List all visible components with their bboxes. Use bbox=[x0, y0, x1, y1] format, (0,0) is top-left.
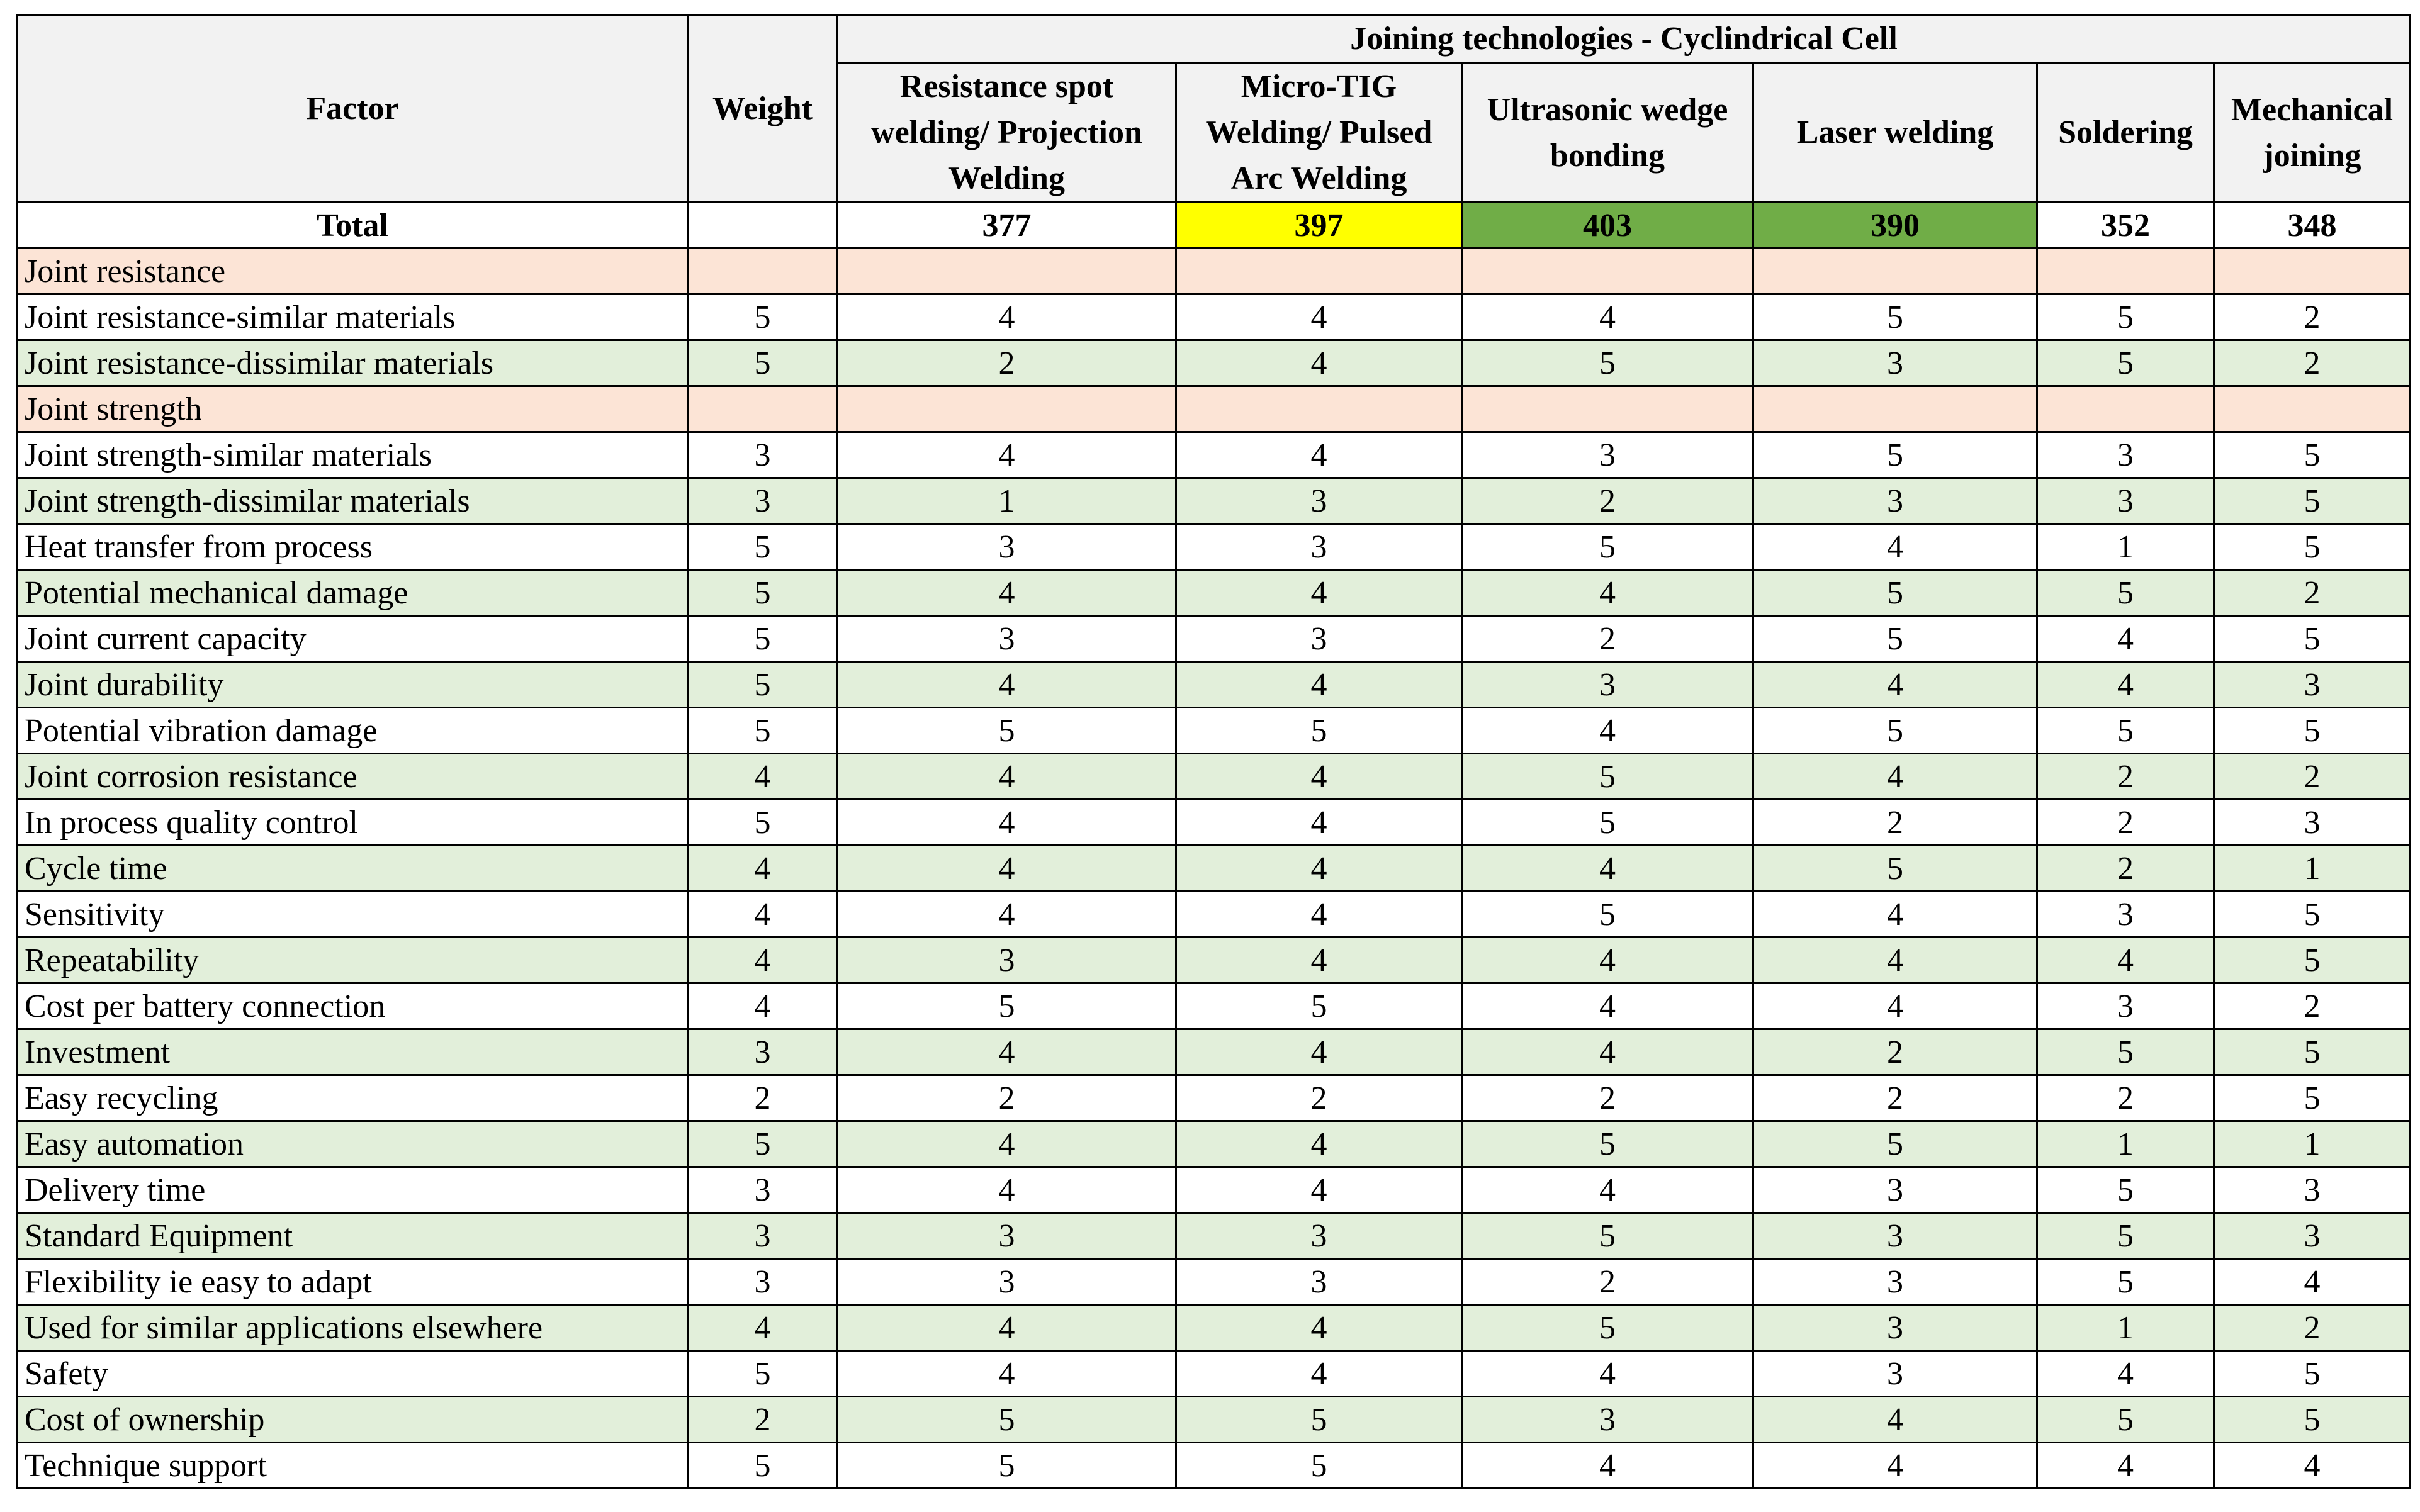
table-row bbox=[18, 754, 2411, 800]
score-cell: 2 bbox=[1753, 1075, 2037, 1121]
header-factor: Factor bbox=[18, 15, 688, 203]
score-cell: 3 bbox=[1462, 1397, 1753, 1443]
score-cell: 4 bbox=[1176, 892, 1462, 938]
weight-cell: 5 bbox=[688, 294, 838, 340]
score-cell: 2 bbox=[2037, 800, 2214, 846]
score-cell: 2 bbox=[2214, 294, 2411, 340]
weight-cell: 4 bbox=[688, 983, 838, 1029]
factor-cell: Standard Equipment bbox=[18, 1213, 688, 1259]
score-cell bbox=[1753, 386, 2037, 432]
score-cell: 4 bbox=[838, 892, 1176, 938]
score-cell: 5 bbox=[2037, 1213, 2214, 1259]
score-cell: 1 bbox=[2214, 1121, 2411, 1167]
score-cell: 4 bbox=[1176, 938, 1462, 983]
score-cell: 4 bbox=[838, 754, 1176, 800]
score-cell: 1 bbox=[2037, 524, 2214, 570]
score-cell: 3 bbox=[838, 616, 1176, 662]
score-cell: 3 bbox=[838, 938, 1176, 983]
weight-cell: 5 bbox=[688, 1121, 838, 1167]
score-cell: 4 bbox=[2214, 1259, 2411, 1305]
table-row bbox=[18, 938, 2411, 983]
score-cell: 5 bbox=[1462, 754, 1753, 800]
score-cell: 4 bbox=[838, 1351, 1176, 1397]
table-row bbox=[18, 892, 2411, 938]
score-cell: 4 bbox=[2037, 662, 2214, 708]
score-cell: 5 bbox=[2037, 708, 2214, 754]
score-cell: 2 bbox=[1462, 478, 1753, 524]
score-cell: 4 bbox=[838, 570, 1176, 616]
factor-cell: Cost of ownership bbox=[18, 1397, 688, 1443]
score-cell: 5 bbox=[2214, 892, 2411, 938]
score-cell: 3 bbox=[1462, 662, 1753, 708]
factor-cell: Flexibility ie easy to adapt bbox=[18, 1259, 688, 1305]
score-cell: 4 bbox=[1462, 1351, 1753, 1397]
total-value: 377 bbox=[838, 203, 1176, 249]
score-cell: 5 bbox=[2214, 432, 2411, 478]
weight-cell: 4 bbox=[688, 754, 838, 800]
factor-cell: Joint resistance bbox=[18, 249, 688, 294]
weight-cell: 4 bbox=[688, 1305, 838, 1351]
total-value: 397 bbox=[1176, 203, 1462, 249]
score-cell: 4 bbox=[1462, 294, 1753, 340]
factor-cell: Repeatability bbox=[18, 938, 688, 983]
score-cell: 1 bbox=[838, 478, 1176, 524]
score-cell: 2 bbox=[2214, 1305, 2411, 1351]
score-cell: 5 bbox=[1462, 1213, 1753, 1259]
score-cell: 5 bbox=[1753, 432, 2037, 478]
score-cell: 5 bbox=[838, 708, 1176, 754]
table-row bbox=[18, 478, 2411, 524]
score-cell: 4 bbox=[1176, 1029, 1462, 1075]
total-row bbox=[18, 203, 2411, 249]
score-cell bbox=[838, 386, 1176, 432]
table-row bbox=[18, 1213, 2411, 1259]
score-cell: 4 bbox=[2214, 1443, 2411, 1489]
header-technology: Micro-TIG Welding/ Pulsed Arc Welding bbox=[1176, 63, 1462, 203]
score-cell: 4 bbox=[1176, 1351, 1462, 1397]
weight-cell: 3 bbox=[688, 432, 838, 478]
score-cell: 3 bbox=[1176, 616, 1462, 662]
score-cell: 4 bbox=[1176, 294, 1462, 340]
score-cell: 5 bbox=[1176, 983, 1462, 1029]
score-cell: 4 bbox=[838, 1121, 1176, 1167]
weight-cell bbox=[688, 249, 838, 294]
score-cell: 1 bbox=[2214, 846, 2411, 892]
score-cell: 2 bbox=[1462, 1075, 1753, 1121]
score-cell: 4 bbox=[838, 432, 1176, 478]
score-cell: 5 bbox=[1753, 570, 2037, 616]
score-cell bbox=[838, 249, 1176, 294]
score-cell: 5 bbox=[1753, 708, 2037, 754]
score-cell bbox=[2214, 386, 2411, 432]
score-cell: 4 bbox=[1462, 570, 1753, 616]
header-technology: Laser welding bbox=[1753, 63, 2037, 203]
score-cell: 4 bbox=[1753, 938, 2037, 983]
factor-cell: In process quality control bbox=[18, 800, 688, 846]
total-value: 403 bbox=[1462, 203, 1753, 249]
weight-cell bbox=[688, 386, 838, 432]
score-cell: 5 bbox=[838, 983, 1176, 1029]
weight-cell: 5 bbox=[688, 708, 838, 754]
score-cell: 2 bbox=[1176, 1075, 1462, 1121]
score-cell: 4 bbox=[1176, 800, 1462, 846]
table-row bbox=[18, 662, 2411, 708]
weight-cell: 3 bbox=[688, 1029, 838, 1075]
score-cell: 2 bbox=[1462, 1259, 1753, 1305]
score-cell: 4 bbox=[1462, 846, 1753, 892]
factor-cell: Joint durability bbox=[18, 662, 688, 708]
weight-cell: 3 bbox=[688, 478, 838, 524]
score-cell bbox=[1176, 249, 1462, 294]
table-row bbox=[18, 1305, 2411, 1351]
score-cell: 4 bbox=[1176, 570, 1462, 616]
score-cell: 5 bbox=[1462, 524, 1753, 570]
score-cell bbox=[1462, 249, 1753, 294]
category-row bbox=[18, 386, 2411, 432]
table-row bbox=[18, 846, 2411, 892]
score-cell: 2 bbox=[2037, 1075, 2214, 1121]
score-cell: 2 bbox=[2037, 754, 2214, 800]
score-cell: 5 bbox=[2037, 1397, 2214, 1443]
score-cell: 3 bbox=[2037, 478, 2214, 524]
weight-cell: 5 bbox=[688, 616, 838, 662]
score-cell: 5 bbox=[2214, 1029, 2411, 1075]
table-row bbox=[18, 1029, 2411, 1075]
score-cell: 5 bbox=[2214, 1351, 2411, 1397]
score-cell: 4 bbox=[838, 1167, 1176, 1213]
total-weight-cell bbox=[688, 203, 838, 249]
score-cell: 4 bbox=[1176, 662, 1462, 708]
score-cell: 2 bbox=[838, 1075, 1176, 1121]
table-row bbox=[18, 1167, 2411, 1213]
score-cell: 4 bbox=[1462, 1443, 1753, 1489]
score-cell: 4 bbox=[1176, 754, 1462, 800]
factor-cell: Heat transfer from process bbox=[18, 524, 688, 570]
weight-cell: 5 bbox=[688, 570, 838, 616]
table-row bbox=[18, 1443, 2411, 1489]
total-value: 390 bbox=[1753, 203, 2037, 249]
factor-cell: Safety bbox=[18, 1351, 688, 1397]
score-cell bbox=[1176, 386, 1462, 432]
score-cell: 5 bbox=[1753, 616, 2037, 662]
score-cell: 4 bbox=[1176, 846, 1462, 892]
score-cell: 1 bbox=[2037, 1305, 2214, 1351]
factor-cell: Joint strength bbox=[18, 386, 688, 432]
score-cell: 5 bbox=[2037, 1167, 2214, 1213]
score-cell: 3 bbox=[838, 1259, 1176, 1305]
score-cell: 5 bbox=[2037, 1259, 2214, 1305]
factor-cell: Joint resistance-dissimilar materials bbox=[18, 340, 688, 386]
score-cell: 4 bbox=[1462, 708, 1753, 754]
score-cell: 5 bbox=[2037, 1029, 2214, 1075]
score-cell: 1 bbox=[2037, 1121, 2214, 1167]
factor-cell: Cost per battery connection bbox=[18, 983, 688, 1029]
category-row bbox=[18, 249, 2411, 294]
weight-cell: 5 bbox=[688, 1351, 838, 1397]
score-cell: 2 bbox=[2214, 340, 2411, 386]
score-cell: 4 bbox=[1753, 983, 2037, 1029]
score-cell: 2 bbox=[1753, 1029, 2037, 1075]
score-cell: 3 bbox=[838, 524, 1176, 570]
score-cell bbox=[2037, 386, 2214, 432]
score-cell: 4 bbox=[838, 662, 1176, 708]
score-cell: 5 bbox=[2037, 294, 2214, 340]
score-cell: 5 bbox=[1462, 1305, 1753, 1351]
weight-cell: 5 bbox=[688, 524, 838, 570]
score-cell: 4 bbox=[1753, 892, 2037, 938]
score-cell: 2 bbox=[838, 340, 1176, 386]
score-cell: 3 bbox=[2037, 892, 2214, 938]
score-cell: 5 bbox=[1462, 1121, 1753, 1167]
factor-cell: Joint corrosion resistance bbox=[18, 754, 688, 800]
score-cell: 3 bbox=[2214, 1167, 2411, 1213]
score-cell: 4 bbox=[1753, 1443, 2037, 1489]
weight-cell: 4 bbox=[688, 892, 838, 938]
total-value: 348 bbox=[2214, 203, 2411, 249]
factor-cell: Used for similar applications elsewhere bbox=[18, 1305, 688, 1351]
score-cell: 3 bbox=[1753, 1351, 2037, 1397]
table-row bbox=[18, 800, 2411, 846]
factor-cell: Easy recycling bbox=[18, 1075, 688, 1121]
score-cell: 2 bbox=[2214, 754, 2411, 800]
score-cell: 4 bbox=[1753, 662, 2037, 708]
score-cell: 3 bbox=[1176, 478, 1462, 524]
factor-cell: Joint strength-similar materials bbox=[18, 432, 688, 478]
factor-cell: Sensitivity bbox=[18, 892, 688, 938]
score-cell: 3 bbox=[1753, 340, 2037, 386]
factor-cell: Potential vibration damage bbox=[18, 708, 688, 754]
score-cell: 5 bbox=[1462, 340, 1753, 386]
score-cell: 2 bbox=[1462, 616, 1753, 662]
score-cell: 5 bbox=[2214, 1397, 2411, 1443]
table-row bbox=[18, 340, 2411, 386]
score-cell: 2 bbox=[2214, 570, 2411, 616]
score-cell: 4 bbox=[1176, 1167, 1462, 1213]
header-group: Joining technologies - Cyclindrical Cell bbox=[838, 15, 2411, 63]
weight-cell: 2 bbox=[688, 1075, 838, 1121]
score-cell: 5 bbox=[1753, 1121, 2037, 1167]
score-cell: 3 bbox=[1753, 478, 2037, 524]
score-cell: 4 bbox=[838, 294, 1176, 340]
weight-cell: 4 bbox=[688, 846, 838, 892]
score-cell: 5 bbox=[1176, 1443, 1462, 1489]
score-cell: 3 bbox=[2214, 1213, 2411, 1259]
factor-cell: Easy automation bbox=[18, 1121, 688, 1167]
weight-cell: 3 bbox=[688, 1259, 838, 1305]
score-cell: 5 bbox=[838, 1443, 1176, 1489]
score-cell: 3 bbox=[2037, 432, 2214, 478]
header-technology: Resistance spot welding/ Projection Welding bbox=[838, 63, 1176, 203]
score-cell: 4 bbox=[2037, 938, 2214, 983]
score-cell: 3 bbox=[2214, 800, 2411, 846]
score-cell: 2 bbox=[2037, 846, 2214, 892]
weight-cell: 5 bbox=[688, 662, 838, 708]
total-value: 352 bbox=[2037, 203, 2214, 249]
score-cell: 4 bbox=[838, 1029, 1176, 1075]
score-cell: 4 bbox=[1753, 1397, 2037, 1443]
table-row bbox=[18, 1351, 2411, 1397]
weight-cell: 2 bbox=[688, 1397, 838, 1443]
factor-cell: Investment bbox=[18, 1029, 688, 1075]
factor-cell: Joint resistance-similar materials bbox=[18, 294, 688, 340]
weight-cell: 5 bbox=[688, 340, 838, 386]
score-cell: 3 bbox=[1176, 1213, 1462, 1259]
score-cell: 4 bbox=[1176, 1121, 1462, 1167]
table-row bbox=[18, 616, 2411, 662]
table-row bbox=[18, 1259, 2411, 1305]
score-cell bbox=[2214, 249, 2411, 294]
score-cell: 4 bbox=[1753, 754, 2037, 800]
weight-cell: 3 bbox=[688, 1213, 838, 1259]
score-cell: 5 bbox=[2214, 708, 2411, 754]
score-cell: 5 bbox=[1462, 800, 1753, 846]
table-row bbox=[18, 570, 2411, 616]
factor-cell: Cycle time bbox=[18, 846, 688, 892]
table-row bbox=[18, 1397, 2411, 1443]
score-cell: 4 bbox=[1176, 432, 1462, 478]
score-cell: 5 bbox=[2214, 478, 2411, 524]
score-cell bbox=[1753, 249, 2037, 294]
score-cell: 3 bbox=[1753, 1213, 2037, 1259]
score-cell bbox=[2037, 249, 2214, 294]
weight-cell: 5 bbox=[688, 800, 838, 846]
score-cell: 5 bbox=[2214, 1075, 2411, 1121]
score-cell: 5 bbox=[838, 1397, 1176, 1443]
score-cell: 5 bbox=[1176, 1397, 1462, 1443]
table-row bbox=[18, 1121, 2411, 1167]
score-cell: 5 bbox=[1462, 892, 1753, 938]
score-cell: 3 bbox=[2037, 983, 2214, 1029]
score-cell: 5 bbox=[2214, 524, 2411, 570]
score-cell bbox=[1462, 386, 1753, 432]
score-cell: 4 bbox=[1753, 524, 2037, 570]
score-cell: 5 bbox=[1753, 846, 2037, 892]
score-cell: 2 bbox=[1753, 800, 2037, 846]
factor-cell: Potential mechanical damage bbox=[18, 570, 688, 616]
score-cell: 4 bbox=[1462, 1167, 1753, 1213]
score-cell: 4 bbox=[838, 846, 1176, 892]
weight-cell: 3 bbox=[688, 1167, 838, 1213]
factor-cell: Joint current capacity bbox=[18, 616, 688, 662]
score-cell: 4 bbox=[2037, 616, 2214, 662]
score-cell: 4 bbox=[1176, 340, 1462, 386]
score-cell: 3 bbox=[1176, 1259, 1462, 1305]
table-row bbox=[18, 708, 2411, 754]
score-cell: 5 bbox=[2037, 570, 2214, 616]
score-cell: 3 bbox=[1753, 1259, 2037, 1305]
score-cell: 4 bbox=[1462, 938, 1753, 983]
table-row bbox=[18, 524, 2411, 570]
score-cell: 5 bbox=[2037, 340, 2214, 386]
score-cell: 3 bbox=[838, 1213, 1176, 1259]
factor-cell: Joint strength-dissimilar materials bbox=[18, 478, 688, 524]
weight-cell: 5 bbox=[688, 1443, 838, 1489]
score-cell: 5 bbox=[2214, 938, 2411, 983]
score-cell: 4 bbox=[1462, 983, 1753, 1029]
score-cell: 4 bbox=[2037, 1443, 2214, 1489]
score-cell: 5 bbox=[2214, 616, 2411, 662]
score-cell: 4 bbox=[2037, 1351, 2214, 1397]
score-cell: 3 bbox=[1462, 432, 1753, 478]
score-cell: 4 bbox=[838, 800, 1176, 846]
factor-cell: Technique support bbox=[18, 1443, 688, 1489]
table-row bbox=[18, 1075, 2411, 1121]
score-cell: 4 bbox=[1176, 1305, 1462, 1351]
header-technology: Soldering bbox=[2037, 63, 2214, 203]
header-weight: Weight bbox=[688, 15, 838, 203]
table-row bbox=[18, 983, 2411, 1029]
score-cell: 3 bbox=[1753, 1167, 2037, 1213]
total-label: Total bbox=[18, 203, 688, 249]
score-cell: 3 bbox=[1753, 1305, 2037, 1351]
table-row bbox=[18, 294, 2411, 340]
factor-cell: Delivery time bbox=[18, 1167, 688, 1213]
score-cell: 3 bbox=[1176, 524, 1462, 570]
table-row bbox=[18, 432, 2411, 478]
score-cell: 2 bbox=[2214, 983, 2411, 1029]
header-technology: Mechanical joining bbox=[2214, 63, 2411, 203]
score-cell: 4 bbox=[1462, 1029, 1753, 1075]
score-cell: 3 bbox=[2214, 662, 2411, 708]
header-technology: Ultrasonic wedge bonding bbox=[1462, 63, 1753, 203]
joining-technologies-table bbox=[16, 14, 2411, 1489]
score-cell: 4 bbox=[838, 1305, 1176, 1351]
weight-cell: 4 bbox=[688, 938, 838, 983]
score-cell: 5 bbox=[1176, 708, 1462, 754]
score-cell: 5 bbox=[1753, 294, 2037, 340]
